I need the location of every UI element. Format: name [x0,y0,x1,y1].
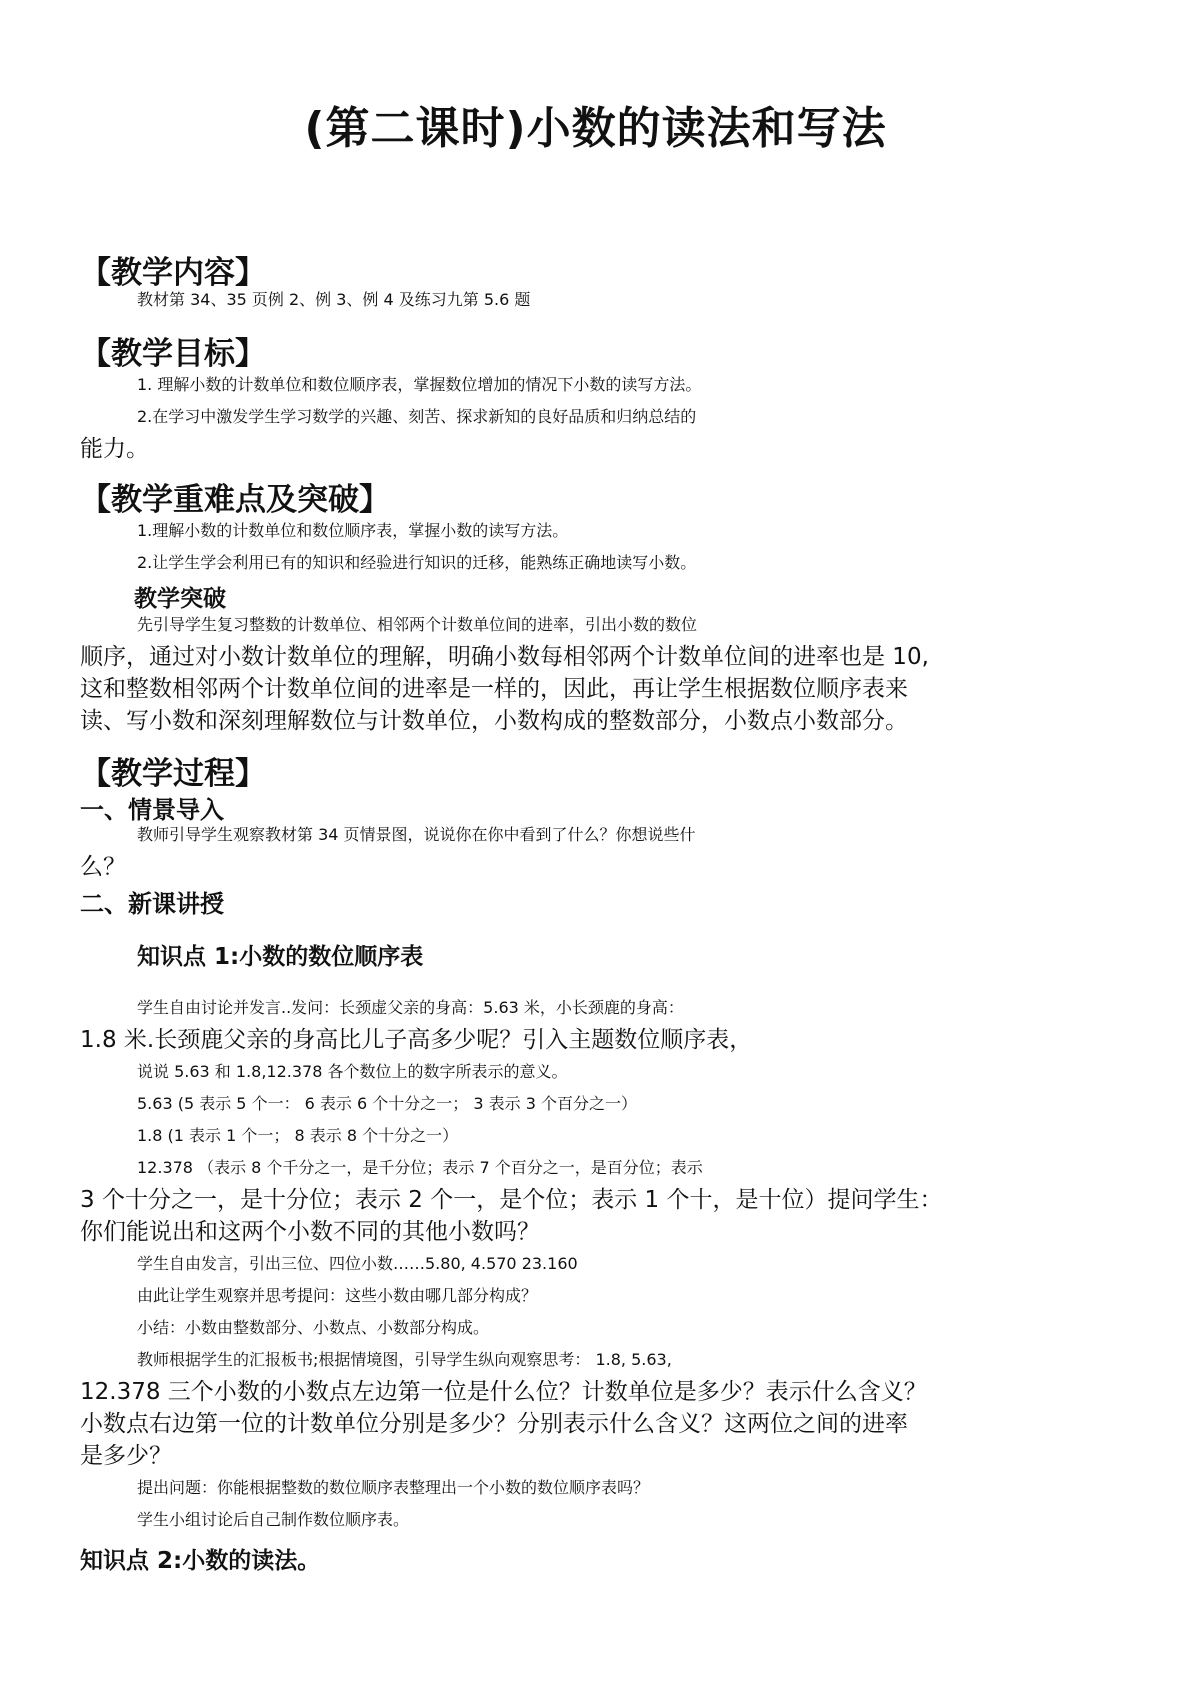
part2-line-15: 是多少？ [80,1443,172,1469]
document-title: (第二课时)小数的读法和写法 [304,103,887,154]
part2-line-12: 教师根据学生的汇报板书;根据情境图，引导学生纵向观察思考： 1.8, 5.63, [137,1350,672,1369]
part2-line-6: 12.378 （表示 8 个千分之一，是千分位；表示 7 个百分之一，是百分位；表示 [137,1158,703,1177]
part2-line-17: 学生小组讨论后自己制作数位顺序表。 [137,1510,410,1529]
goals-line-1: 1. 理解小数的计数单位和数位顺序表，掌握数位增加的情况下小数的读写方法。 [137,375,702,394]
breakthrough-line-3: 这和整数相邻两个计数单位间的进率是一样的，因此，再让学生根据数位顺序表来 [80,676,908,702]
knowledge-point-1: 知识点 1:小数的数位顺序表 [137,944,424,970]
part2-line-14: 小数点右边第一位的计数单位分别是多少？分别表示什么含义？这两位之间的进率 [80,1411,908,1437]
part2-line-7: 3 个十分之一，是十分位；表示 2 个一，是个位；表示 1 个十，是十位）提问学生： [80,1187,943,1213]
knowledge-point-2: 知识点 2:小数的读法。 [80,1548,321,1574]
part2-line-11: 小结：小数由整数部分、小数点、小数部分构成。 [137,1318,490,1337]
part2-line-9: 学生自由发言，引出三位、四位小数……5.80, 4.570 23.160 [137,1254,578,1273]
goals-line-3: 能力。 [80,436,149,462]
part2-line-4: 5.63 (5 表示 5 个一： 6 表示 6 个十分之一； 3 表示 3 个百分之一） [137,1094,637,1113]
heading-part-2: 二、新课讲授 [80,890,224,918]
part2-line-5: 1.8 (1 表示 1 个一； 8 表示 8 个十分之一） [137,1126,459,1145]
subheading-breakthrough: 教学突破 [134,586,226,612]
part2-line-2: 1.8 米.长颈鹿父亲的身高比儿子高多少呢？引入主题数位顺序表， [80,1027,753,1053]
part1-line-2: 么？ [80,854,126,880]
content-line: 教材第 34、35 页例 2、例 3、例 4 及练习九第 5.6 题 [137,290,531,309]
part2-line-16: 提出问题：你能根据整数的数位顺序表整理出一个小数的数位顺序表吗？ [137,1478,650,1497]
part2-line-1: 学生自由讨论并发言..发问：长颈虚父亲的身高：5.63 米，小长颈鹿的身高： [137,998,684,1017]
keypoints-line-1: 1.理解小数的计数单位和数位顺序表，掌握小数的读写方法。 [137,521,569,540]
part2-line-3: 说说 5.63 和 1.8,12.378 各个数位上的数字所表示的意义。 [137,1062,568,1081]
breakthrough-line-4: 读、写小数和深刻理解数位与计数单位，小数构成的整数部分，小数点小数部分。 [80,708,908,734]
heading-teaching-goals: 【教学目标】 [80,336,266,372]
part2-line-8: 你们能说出和这两个小数不同的其他小数吗？ [80,1219,540,1245]
heading-part-1: 一、情景导入 [80,796,224,824]
heading-teaching-content: 【教学内容】 [80,255,266,291]
breakthrough-line-1: 先引导学生复习整数的计数单位、相邻两个计数单位间的进率，引出小数的数位 [137,615,698,634]
heading-teaching-process: 【教学过程】 [80,756,266,792]
breakthrough-line-2: 顺序，通过对小数计数单位的理解，明确小数每相邻两个计数单位间的进率也是 10, [80,644,929,670]
goals-line-2: 2.在学习中激发学生学习数学的兴趣、刻苦、探求新知的良好品质和归纳总结的 [137,407,697,426]
keypoints-line-2: 2.让学生学会利用已有的知识和经验进行知识的迁移，能熟练正确地读写小数。 [137,553,697,572]
part1-line-1: 教师引导学生观察教材第 34 页情景图，说说你在你中看到了什么？你想说些什 [137,825,696,844]
part2-line-13: 12.378 三个小数的小数点左边第一位是什么位？计数单位是多少？表示什么含义？ [80,1379,927,1405]
heading-key-points: 【教学重难点及突破】 [80,482,390,518]
part2-line-10: 由此让学生观察并思考提问：这些小数由哪几部分构成？ [137,1286,538,1305]
